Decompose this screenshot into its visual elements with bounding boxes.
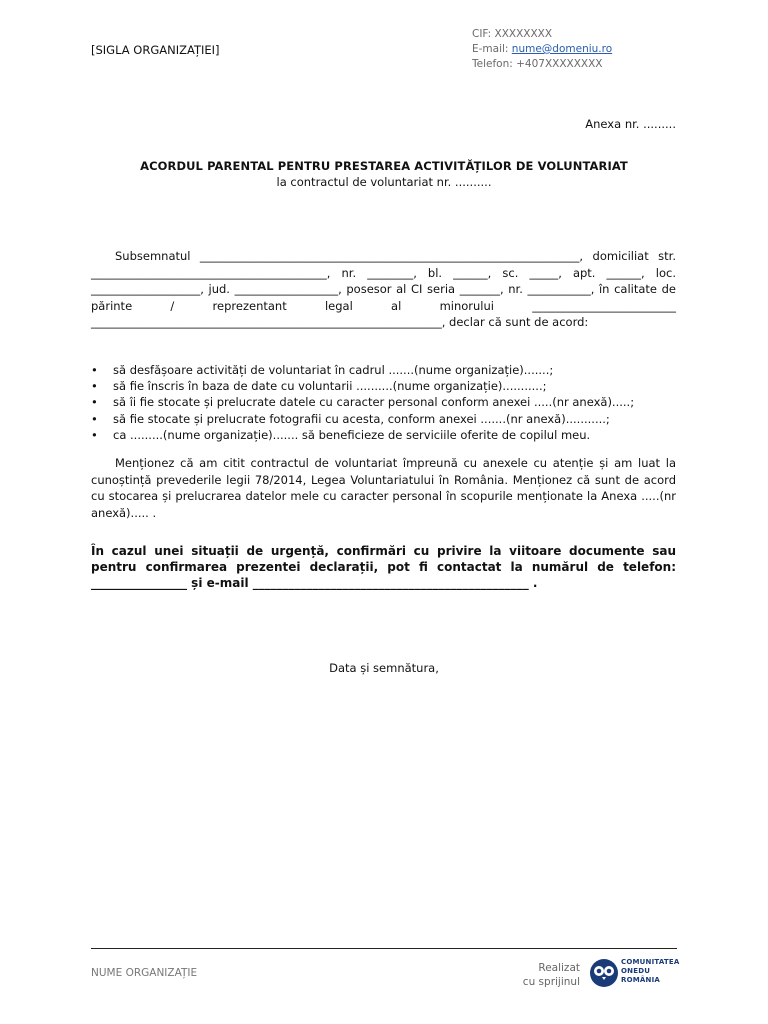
partner-line-2: ONEDU [621,967,651,975]
email-line [472,42,612,57]
declaration-text: Subsemnatul __________________________________________________________________, domiciliat str. _________________________________________, nr. ________, bl. ______, sc. _____, apt. ______, loc. ___________________, jud. __________________, posesor al CI seria _______, nr. ___________, în calitate de părinte / reprezentant legal al minorului _________________________ _____________________________________________________________, declar că sunt de acord: [91,249,676,329]
support-line-2: cu sprijinul [522,976,580,988]
partner-line-1: COMUNITATEA [621,958,680,966]
list-item: • ca .........(nume organizație)....... să beneficieze de serviciile oferite de copilul meu. [91,427,676,443]
annex-number: Anexa nr. ......... [585,117,676,131]
mention-text: Menționez că am citit contractul de voluntariat împreună cu anexele cu atenție și am luat la cunoștință prevederile legii 78/2014, Legea Voluntariatului în România. Menționez că sunt de acord cu stocarea și prelucrarea datelor mele cu caracter personal în scopurile menționate la Anexa .....(nr anexă)..... . [91,456,676,520]
partner-logo [589,955,679,991]
date-signature-label: Data și semnătura, [329,661,439,675]
support-line-1: Realizat [538,962,580,974]
mention-paragraph [91,455,676,521]
list-item: • să fie înscris în baza de date cu voluntarii ..........(nume organizație)...........; [91,378,676,394]
list-item: • să fie stocate și prelucrate fotografii cu acesta, conform anexei .......(nr anexă)...........; [91,411,676,427]
consent-list [91,362,676,443]
email-link[interactable]: nume@domeniu.ro [511,43,613,55]
phone-line: Telefon: +407XXXXXXXX [472,58,603,70]
document-subtitle: la contractul de voluntariat nr. .......... [276,175,492,189]
footer-organization-name: NUME ORGANIZAȚIE [91,967,198,979]
list-item: • să desfășoare activități de voluntariat în cadrul .......(nume organizație).......; [91,362,676,378]
document-title: ACORDUL PARENTAL PENTRU PRESTAREA ACTIVITĂȚILOR DE VOLUNTARIAT [140,159,628,173]
footer-support-text [520,961,580,989]
partner-line-3: ROMÂNIA [621,976,661,984]
logo-placeholder: [SIGLA ORGANIZAȚIEI] [91,43,220,57]
cif-line: CIF: XXXXXXXX [472,28,553,40]
declaration-paragraph [91,248,676,331]
urgent-contact-paragraph: În cazul unei situații de urgență, confirmări cu privire la viitoare documente sau pentru confirmarea prezentei declarații, pot fi contactat la numărul de telefon: ________________ și e-mail ______________________________________________ . [91,544,676,590]
owl-logo-icon [589,958,619,988]
email-label: E-mail: [472,43,512,55]
partner-name [621,958,679,985]
footer-divider [91,948,677,949]
list-item: • să îi fie stocate și prelucrate datele cu caracter personal conform anexei .....(nr anexă).....; [91,394,676,410]
contact-block [472,27,612,72]
